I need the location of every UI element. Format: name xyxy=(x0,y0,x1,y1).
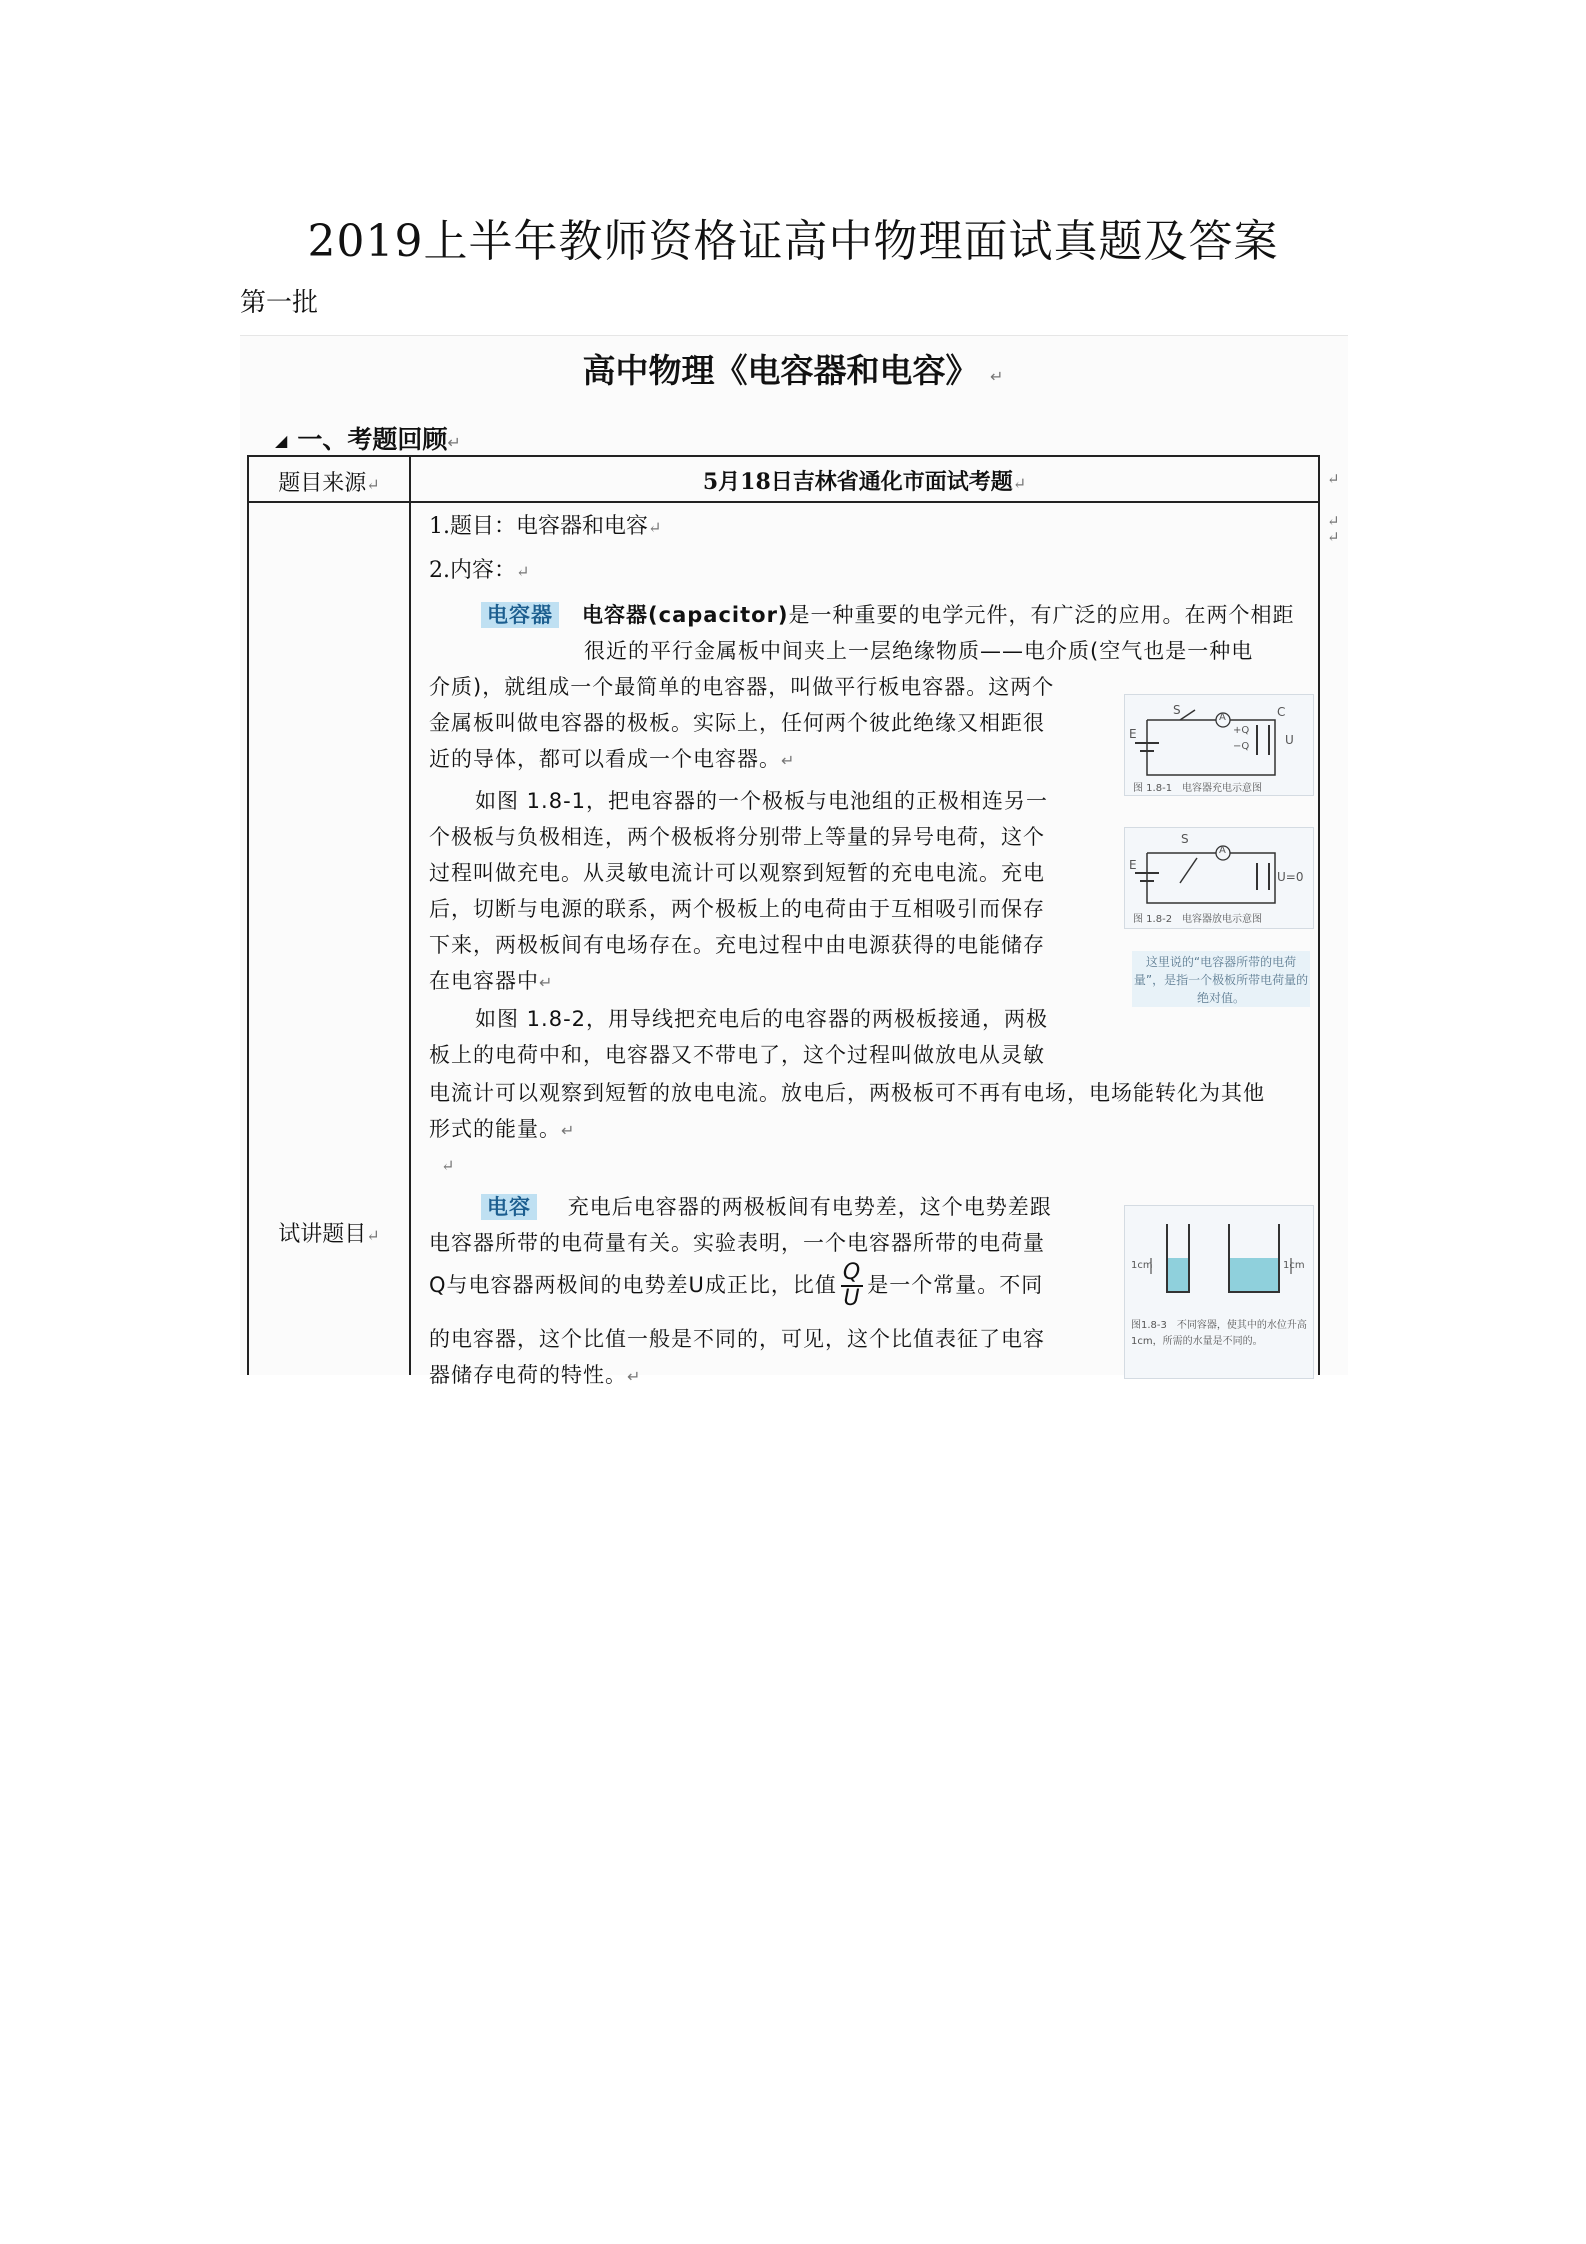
content-line: 电容器所带的电荷量有关。实验表明，一个电容器所带的电荷量 xyxy=(429,1231,1045,1255)
lesson-title xyxy=(0,345,1586,392)
content-line: 金属板叫做电容器的极板。实际上，任何两个彼此绝缘又相距很 xyxy=(429,711,1045,735)
discharging-diagram xyxy=(1124,827,1314,929)
topic-label: 试讲题目↵ xyxy=(278,1222,380,1247)
section-heading-text: 一、考题回顾 xyxy=(297,425,448,454)
column-divider xyxy=(409,457,411,1375)
batch-label: 第一批 xyxy=(240,288,319,318)
content-line: 个极板与负极相连，两个极板将分别带上等量的异号电荷，这个 xyxy=(429,825,1045,849)
content-line: 很近的平行金属板中间夹上一层绝缘物质——电介质(空气也是一种电 xyxy=(584,639,1254,663)
fig1-label-plus-q: +Q xyxy=(1233,725,1250,736)
fig2-label-u: U=0 xyxy=(1277,870,1304,884)
content-line: 过程叫做充电。从灵敏电流计可以观察到短暂的充电电流。充电 xyxy=(429,861,1045,885)
fig1-label-c: C xyxy=(1277,705,1286,719)
content-line: 近的导体，都可以看成一个电容器。↵ xyxy=(429,747,796,771)
content-line: 介质)，就组成一个最简单的电容器，叫做平行板电容器。这两个 xyxy=(429,675,1055,699)
content-line: 如图 1.8-1，把电容器的一个极板与电池组的正极相连另一 xyxy=(475,789,1049,813)
lesson-title-text: 高中物理《电容器和电容》 xyxy=(582,351,979,390)
fig2-caption: 图 1.8-2 电容器放电示意图 xyxy=(1133,914,1263,925)
content-line: Q与电容器两极间的电势差U成正比，比值 $\frac{Q}{U}$ 是一个常量。不同 xyxy=(429,1260,1044,1311)
fig1-caption: 图 1.8-1 电容器充电示意图 xyxy=(1133,783,1263,794)
fig1-label-e: E xyxy=(1129,727,1137,741)
content-line: 后，切断与电源的联系，两个极板上的电荷由于互相吸引而保存 xyxy=(429,897,1045,921)
exam-table xyxy=(247,455,1320,1387)
content-line: 电流计可以观察到短暂的放电电流。放电后，两极板可不再有电场，电场能转化为其他 xyxy=(429,1081,1265,1105)
return-mark: ↵ xyxy=(990,367,1004,386)
fig2-label-e: E xyxy=(1129,858,1137,872)
side-note: 这里说的“电容器所带的电荷量”，是指一个极板所带电荷量的绝对值。 xyxy=(1132,951,1310,1007)
content-line: 电容器 电容器(capacitor)是一种重要的电学元件，有广泛的应用。在两个相距 xyxy=(481,597,1295,633)
return-mark: ↵ xyxy=(447,433,461,452)
content-line: 形式的能量。↵ xyxy=(429,1117,576,1141)
source-value: 5月18日吉林省通化市面试考题↵ xyxy=(702,469,1027,495)
content-line: 2.内容：↵ xyxy=(429,558,530,583)
content-line: 板上的电荷中和，电容器又不带电了，这个过程叫做放电从灵敏 xyxy=(429,1043,1045,1067)
collapse-triangle-icon: ◢ xyxy=(275,431,288,450)
fig2-label-s: S xyxy=(1181,832,1189,846)
content-line: ↵ xyxy=(441,1156,455,1175)
charging-diagram xyxy=(1124,694,1314,796)
scan-top-line xyxy=(240,335,1348,336)
content-line: 的电容器，这个比值一般是不同的，可见，这个比值表征了电容 xyxy=(429,1327,1045,1351)
row-end-mark: ↵ xyxy=(1327,528,1340,546)
row-end-mark: ↵ xyxy=(1327,512,1340,530)
term-tag: 电容 xyxy=(481,1194,537,1220)
fig3-unit-right: 1cm xyxy=(1283,1260,1305,1271)
fig1-label-minus-q: −Q xyxy=(1233,741,1250,752)
fig2-label-a: A xyxy=(1219,845,1226,856)
fig1-label-s: S xyxy=(1173,703,1181,717)
fig1-label-a: A xyxy=(1219,712,1226,723)
section-heading xyxy=(275,420,461,456)
content-line: 如图 1.8-2，用导线把充电后的电容器的两极板接通，两极 xyxy=(475,1007,1049,1031)
fig3-unit-left: 1cm xyxy=(1131,1260,1153,1271)
document-title: 2019上半年教师资格证高中物理面试真题及答案 xyxy=(307,216,1279,267)
ratio-fraction: $\frac{Q}{U}$ xyxy=(842,1260,862,1311)
container-diagram xyxy=(1124,1205,1314,1379)
fig3-caption: 图1.8-3 不同容器，使其中的水位升高1cm，所需的水量是不同的。 xyxy=(1131,1320,1307,1347)
fig1-label-u: U xyxy=(1285,733,1294,747)
source-label: 题目来源↵ xyxy=(278,471,380,496)
content-line: 器储存电荷的特性。↵ xyxy=(429,1363,642,1387)
term-tag: 电容器 xyxy=(481,602,559,628)
content-line: 下来，两极板间有电场存在。充电过程中由电源获得的电能储存 xyxy=(429,933,1045,957)
content-line: 在电容器中↵ xyxy=(429,969,554,993)
content-line: 电容 充电后电容器的两极板间有电势差，这个电势差跟 xyxy=(481,1189,1052,1225)
content-line: 1.题目：电容器和电容↵ xyxy=(429,514,662,539)
row-end-mark: ↵ xyxy=(1327,470,1340,488)
